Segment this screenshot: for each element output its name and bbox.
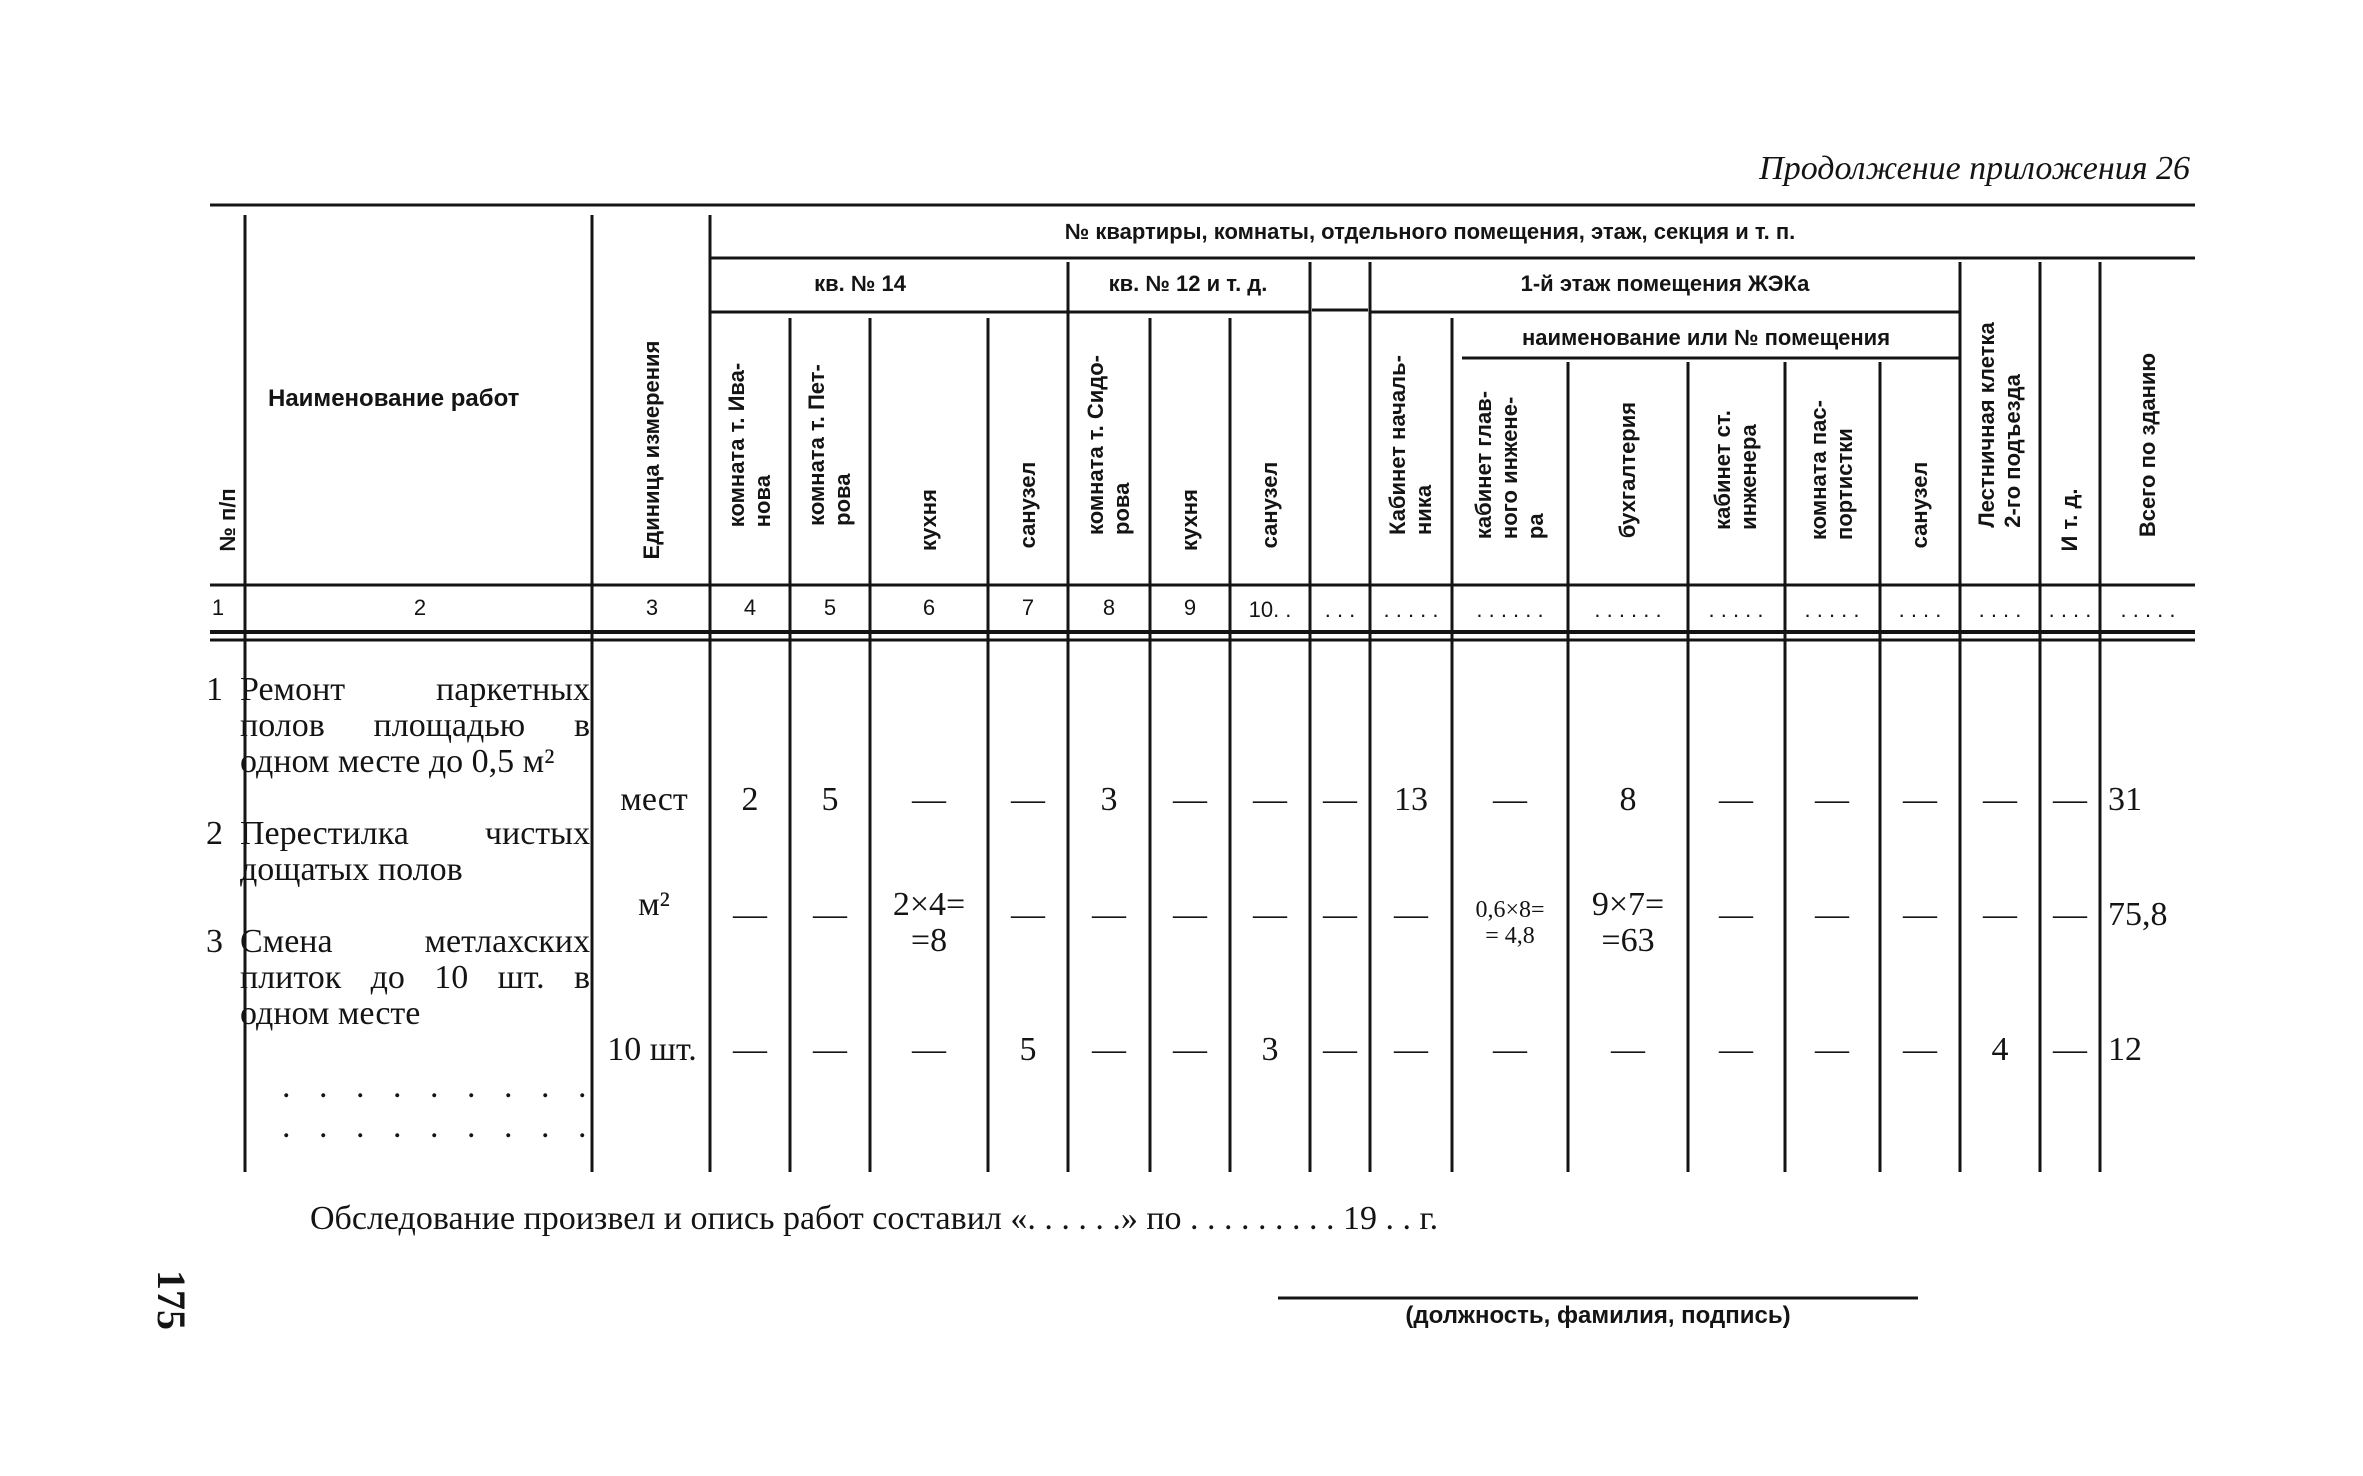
row-2-number: 2 bbox=[206, 815, 223, 852]
col-number-6: 6 bbox=[922, 595, 936, 620]
header-group-main: № квартиры, комнаты, отдельного помещения, этаж, секция и т. п. bbox=[1064, 219, 1796, 244]
header-col-unit: Единица измерения bbox=[639, 340, 664, 560]
row-1-col-17-value: — bbox=[1903, 781, 1937, 818]
header-sub-12: кабинет ст. инженера bbox=[1710, 410, 1761, 530]
row-1-work: Ремонт паркетных полов площадью в одном месте до 0,5 м² bbox=[240, 671, 590, 780]
col-number-19: . . . . bbox=[2048, 597, 2092, 622]
row-2-col-16-value: — bbox=[1815, 896, 1849, 933]
row-1-col-9-value: — bbox=[1173, 781, 1207, 818]
header-col-num: № п/п bbox=[215, 488, 240, 552]
col-number-2: 2 bbox=[413, 595, 427, 620]
row-2-col-6-value: 2×4= =8 bbox=[892, 886, 966, 959]
col-number-7: 7 bbox=[1021, 595, 1035, 620]
col-number-12: . . . . . bbox=[1383, 597, 1439, 622]
row-2-col-11-value: — bbox=[1323, 896, 1357, 933]
signature-caption: (должность, фамилия, подпись) bbox=[1405, 1302, 1791, 1329]
col-number-1: 1 bbox=[211, 595, 225, 620]
row-3-col-18-value: 4 bbox=[1991, 1031, 2009, 1068]
header-sub-14: санузел bbox=[1907, 461, 1932, 549]
row-3-col-19-value: — bbox=[2053, 1031, 2087, 1068]
row-1-col-19-value: — bbox=[2053, 781, 2087, 818]
page-number: 175 bbox=[149, 1270, 194, 1330]
row-1-col-8-value: 3 bbox=[1100, 781, 1118, 818]
row-1-col-11-value: — bbox=[1323, 781, 1357, 818]
header-sub-3: кухня bbox=[916, 489, 941, 551]
row-3-col-11-value: — bbox=[1323, 1031, 1357, 1068]
row-2-col-5-value: — bbox=[813, 896, 847, 933]
row-2-col-12-value: — bbox=[1394, 896, 1428, 933]
header-group-names: наименование или № помещения bbox=[1521, 325, 1891, 350]
row-2-col-19-value: — bbox=[2053, 896, 2087, 933]
row-1-col-6-value: — bbox=[912, 781, 946, 818]
row-2-col-4-value: — bbox=[733, 896, 767, 933]
dots-row-1: . . . . . . . . . bbox=[282, 1068, 597, 1105]
row-3-unit: 10 шт. bbox=[607, 1031, 697, 1068]
row-2-col-14-value: 9×7= =63 bbox=[1591, 886, 1665, 959]
col-number-4: 4 bbox=[743, 595, 757, 620]
row-1-col-5-value: 5 bbox=[821, 781, 839, 818]
row-2-col-8-value: — bbox=[1092, 896, 1126, 933]
col-number-5: 5 bbox=[823, 595, 837, 620]
col-number-17: . . . . bbox=[1898, 597, 1942, 622]
row-2-col-17-value: — bbox=[1903, 896, 1937, 933]
row-2-col-10-value: — bbox=[1253, 896, 1287, 933]
col-number-15: . . . . . bbox=[1708, 597, 1764, 622]
row-1-unit: мест bbox=[620, 781, 688, 818]
row-3-work: Смена метлахских плиток до 10 шт. в одном месте bbox=[240, 923, 590, 1032]
row-3-col-5-value: — bbox=[813, 1031, 847, 1068]
col-number-11: . . . bbox=[1324, 597, 1356, 622]
row-3-col-7-value: 5 bbox=[1019, 1031, 1037, 1068]
header-group-floor: 1-й этаж помещения ЖЭКа bbox=[1520, 271, 1810, 296]
signature-line bbox=[1278, 1295, 1918, 1301]
row-2-col-18-value: — bbox=[1983, 896, 2017, 933]
row-3-col-12-value: — bbox=[1394, 1031, 1428, 1068]
col-number-20: . . . . . bbox=[2120, 597, 2176, 622]
col-number-10: 10. . bbox=[1248, 597, 1292, 622]
footer-text: Обследование произвел и опись работ составил «. . . . . .» по . . . . . . . . . 19 . . г. bbox=[310, 1200, 1439, 1237]
row-1-col-12-value: 13 bbox=[1394, 781, 1428, 818]
header-group-kv12: кв. № 12 и т. д. bbox=[1108, 271, 1268, 296]
row-3-col-20-value: 12 bbox=[2108, 1031, 2142, 1068]
row-1-col-4-value: 2 bbox=[741, 781, 759, 818]
row-1-col-15-value: — bbox=[1719, 781, 1753, 818]
col-number-18: . . . . bbox=[1978, 597, 2022, 622]
header-sub-7: санузел bbox=[1257, 461, 1282, 549]
row-1-col-13-value: — bbox=[1493, 781, 1527, 818]
row-3-col-8-value: — bbox=[1092, 1031, 1126, 1068]
row-2-unit: м² bbox=[638, 886, 670, 923]
row-3-col-15-value: — bbox=[1719, 1031, 1753, 1068]
row-3-col-4-value: — bbox=[733, 1031, 767, 1068]
header-sub-16: И т. д. bbox=[2057, 488, 2082, 552]
header-group-kv14: кв. № 14 bbox=[814, 271, 906, 296]
row-3-col-14-value: — bbox=[1611, 1031, 1645, 1068]
col-number-13: . . . . . . bbox=[1476, 597, 1544, 622]
row-1-col-16-value: — bbox=[1815, 781, 1849, 818]
row-3-col-6-value: — bbox=[912, 1031, 946, 1068]
row-1-col-20-value: 31 bbox=[2108, 781, 2142, 818]
col-number-16: . . . . . bbox=[1804, 597, 1860, 622]
row-3-col-10-value: 3 bbox=[1261, 1031, 1279, 1068]
row-3-col-17-value: — bbox=[1903, 1031, 1937, 1068]
continuation-title: Продолжение приложения 26 bbox=[1759, 150, 2190, 187]
row-2-col-9-value: — bbox=[1173, 896, 1207, 933]
row-2-col-20-value: 75,8 bbox=[2108, 896, 2168, 933]
header-sub-15: Лестничная клетка 2-го подъезда bbox=[1974, 322, 2025, 528]
row-3-col-16-value: — bbox=[1815, 1031, 1849, 1068]
header-sub-17: Всего по зданию bbox=[2135, 352, 2160, 538]
col-number-14: . . . . . . bbox=[1594, 597, 1662, 622]
row-2-col-13-value: 0,6×8= = 4,8 bbox=[1475, 897, 1545, 949]
row-1-col-18-value: — bbox=[1983, 781, 2017, 818]
dots-row-2: . . . . . . . . . bbox=[282, 1108, 597, 1145]
col-number-9: 9 bbox=[1183, 595, 1197, 620]
header-sub-2: комната т. Пет- рова bbox=[804, 364, 855, 526]
row-1-number: 1 bbox=[206, 671, 223, 708]
header-sub-4: санузел bbox=[1015, 461, 1040, 549]
header-sub-11: бухгалтерия bbox=[1615, 401, 1640, 539]
header-sub-10: кабинет глав- ного инжене- ра bbox=[1471, 390, 1548, 540]
header-sub-5: комната т. Сидо- рова bbox=[1083, 355, 1134, 535]
row-2-col-15-value: — bbox=[1719, 896, 1753, 933]
row-2-work: Перестилка чистых дощатых полов bbox=[240, 815, 590, 888]
col-number-8: 8 bbox=[1102, 595, 1116, 620]
row-2-col-7-value: — bbox=[1011, 896, 1045, 933]
header-col-work: Наименование работ bbox=[268, 385, 520, 412]
header-sub-6: кухня bbox=[1177, 489, 1202, 551]
row-1-col-7-value: — bbox=[1011, 781, 1045, 818]
header-sub-1: комната т. Ива- нова bbox=[724, 362, 775, 528]
row-1-col-10-value: — bbox=[1253, 781, 1287, 818]
header-sub-9: Кабинет началь- ника bbox=[1385, 355, 1436, 535]
row-1-col-14-value: 8 bbox=[1619, 781, 1637, 818]
row-3-col-9-value: — bbox=[1173, 1031, 1207, 1068]
row-3-number: 3 bbox=[206, 923, 223, 960]
col-number-3: 3 bbox=[645, 595, 659, 620]
row-3-col-13-value: — bbox=[1493, 1031, 1527, 1068]
header-sub-13: комната пас- портистки bbox=[1806, 400, 1857, 540]
